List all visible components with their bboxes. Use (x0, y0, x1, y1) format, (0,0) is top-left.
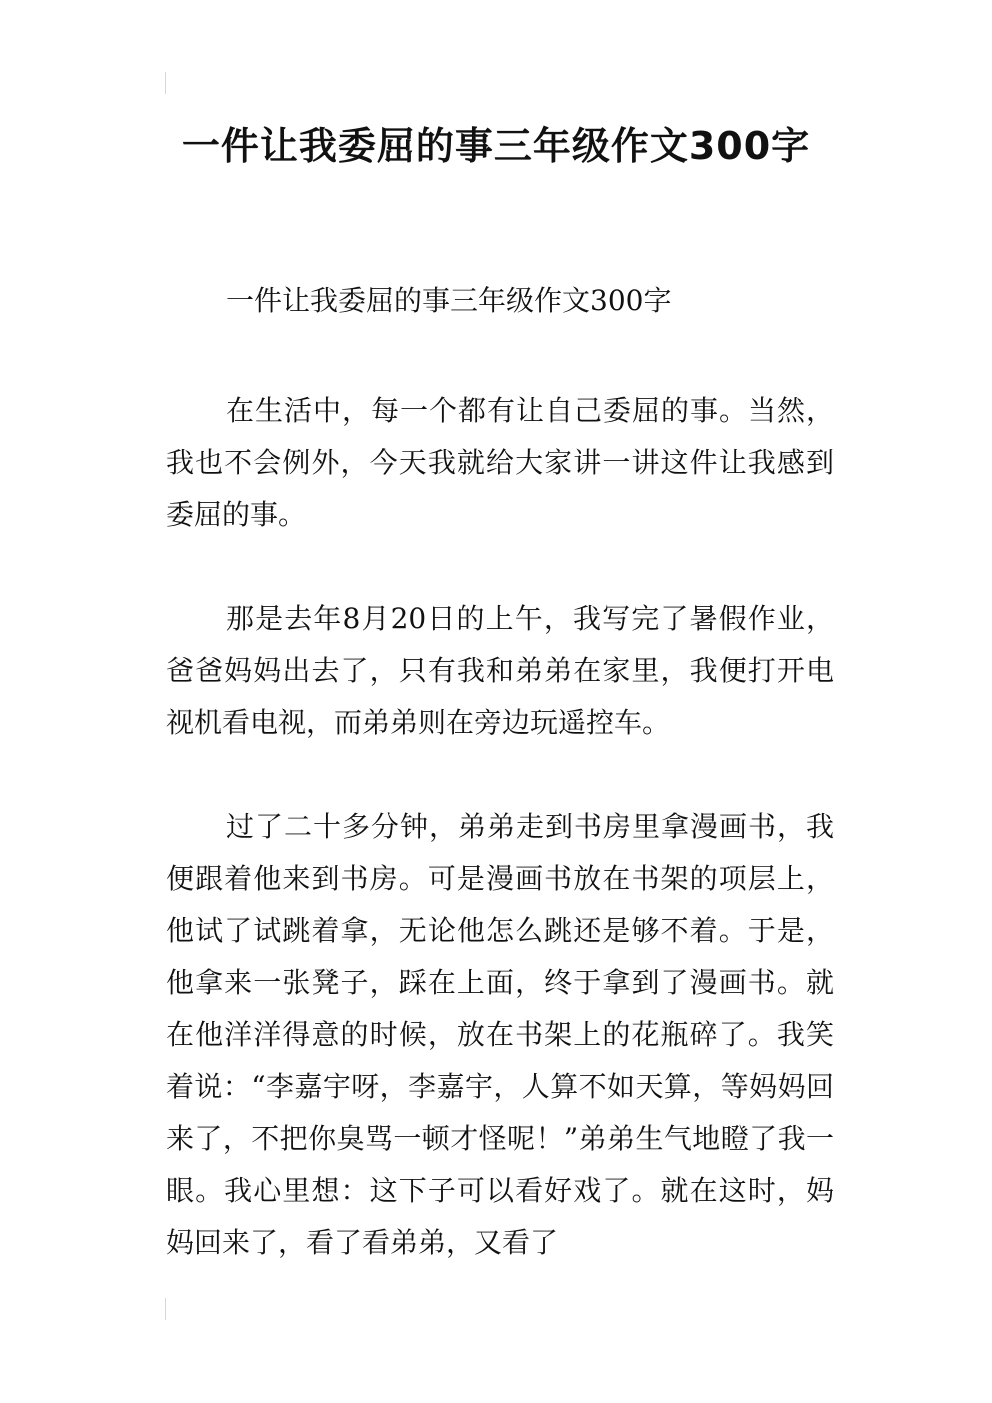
page-corner-mark-top (165, 72, 166, 94)
document-title: 一件让我委屈的事三年级作文300字 (181, 124, 811, 168)
document-subtitle: 一件让我委屈的事三年级作文300字 (226, 284, 672, 317)
paragraph: 在生活中，每一个都有让自己委屈的事。当然，我也不会例外，今天我就给大家讲一讲这件让我感到委屈的事。 (166, 394, 834, 531)
document-body (166, 275, 834, 1269)
paragraph: 那是去年8月20日的上午，我写完了暑假作业，爸爸妈妈出去了，只有我和弟弟在家里，我便打开电视机看电视，而弟弟则在旁边玩遥控车。 (166, 602, 834, 739)
paragraph: 过了二十多分钟，弟弟走到书房里拿漫画书，我便跟着他来到书房。可是漫画书放在书架的项层上，他试了试跳着拿，无论他怎么跳还是够不着。于是，他拿来一张凳子，踩在上面，终于拿到了漫画书。就在他洋洋得意的时候，放在书架上的花瓶碎了。我笑着说：“李嘉宇呀，李嘉宇，人算不如天算，等妈妈回来了，不把你臭骂一顿才怪呢！”弟弟生气地瞪了我一眼。我心里想：这下子可以看好戏了。就在这时，妈妈回来了，看了看弟弟，又看了 (166, 810, 834, 1259)
page-corner-mark-bottom (165, 1298, 166, 1320)
